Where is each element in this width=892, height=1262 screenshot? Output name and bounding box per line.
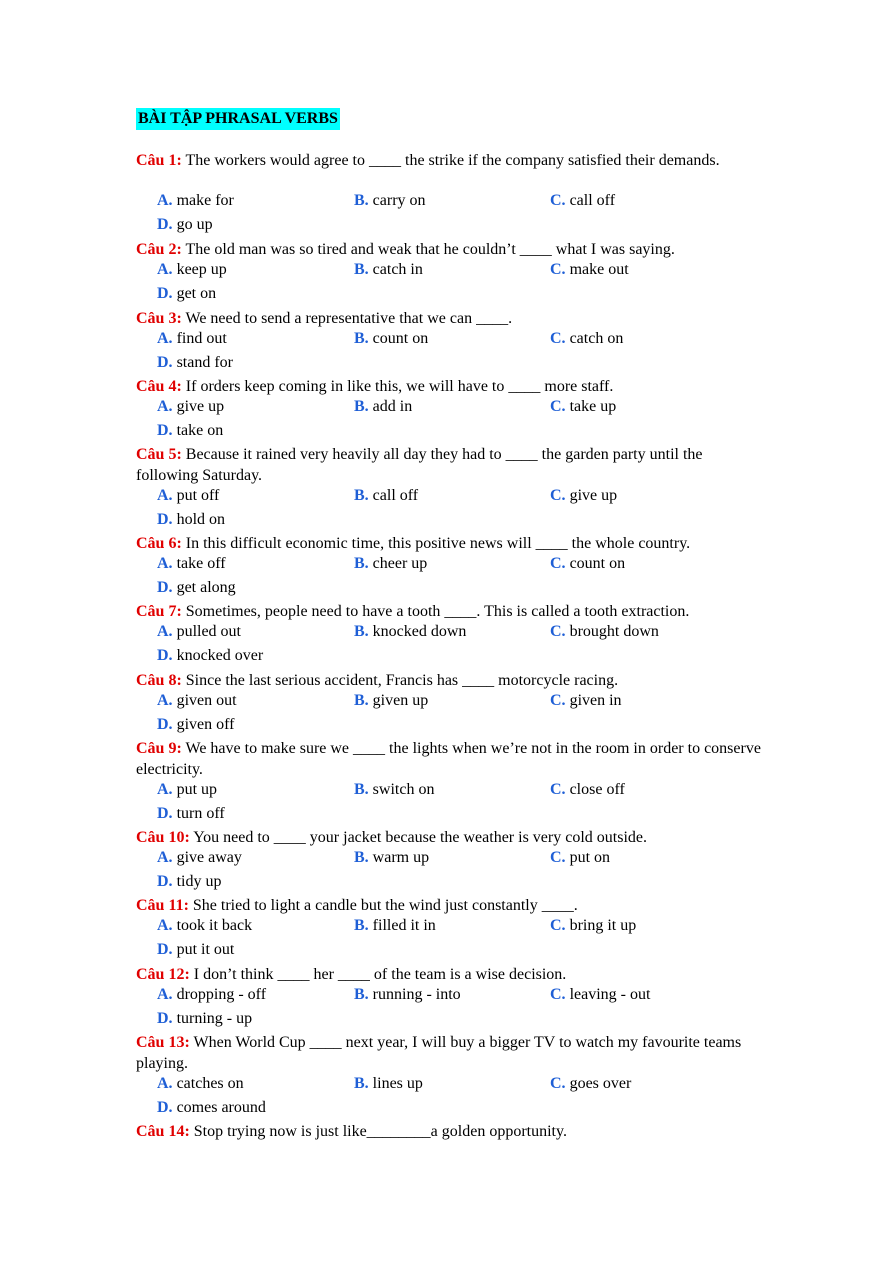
question-6 [136, 533, 766, 554]
question-text: You need to ____ your jacket because the weather is very cold outside. [193, 829, 647, 846]
option-c [550, 847, 610, 869]
question-13 [136, 1032, 766, 1074]
option-letter: C. [550, 398, 566, 415]
option-text: stand for [176, 354, 233, 371]
option-d [157, 214, 213, 236]
option-a [157, 190, 234, 212]
option-letter: B. [354, 330, 369, 347]
option-letter: C. [550, 986, 566, 1003]
option-text: put up [176, 781, 218, 798]
option-letter: B. [354, 781, 369, 798]
option-text: goes over [569, 1075, 632, 1092]
option-text: given up [372, 692, 429, 709]
option-text: find out [176, 330, 227, 347]
question-4 [136, 376, 766, 397]
option-text: running - into [372, 986, 461, 1003]
option-letter: B. [354, 192, 369, 209]
option-letter: C. [550, 781, 566, 798]
option-text: catches on [176, 1075, 244, 1092]
question-text: Since the last serious accident, Francis has ____ motorcycle racing. [185, 672, 619, 689]
option-text: bring it up [569, 917, 637, 934]
option-letter: A. [157, 555, 173, 572]
question-10 [136, 827, 766, 848]
option-letter: B. [354, 398, 369, 415]
option-text: warm up [372, 849, 430, 866]
option-d [157, 283, 216, 305]
options-row [157, 328, 757, 350]
question-label: Câu 11: [136, 897, 189, 914]
option-text: take off [176, 555, 226, 572]
option-letter: D. [157, 579, 173, 596]
option-letter: B. [354, 623, 369, 640]
option-b [354, 259, 423, 281]
options-row [157, 847, 757, 869]
option-text: catch in [372, 261, 423, 278]
option-letter: B. [354, 986, 369, 1003]
option-d [157, 714, 234, 736]
option-letter: B. [354, 1075, 369, 1092]
option-a [157, 553, 226, 575]
option-a [157, 915, 252, 937]
option-c [550, 553, 625, 575]
option-d [157, 645, 263, 667]
option-letter: C. [550, 192, 566, 209]
question-text: If orders keep coming in like this, we will have to ____ more staff. [185, 378, 614, 395]
option-text: count on [372, 330, 429, 347]
option-text: count on [569, 555, 626, 572]
question-label: Câu 13: [136, 1034, 190, 1051]
option-text: given out [176, 692, 237, 709]
options-row [157, 779, 757, 801]
question-text: She tried to light a candle but the wind just constantly ____. [192, 897, 578, 914]
option-text: hold on [176, 511, 226, 528]
option-a [157, 1073, 244, 1095]
option-text: call off [372, 487, 419, 504]
option-text: switch on [372, 781, 435, 798]
option-text: give up [569, 487, 618, 504]
option-text: make for [176, 192, 234, 209]
question-1 [136, 150, 766, 171]
option-text: leaving - out [569, 986, 651, 1003]
option-letter: A. [157, 623, 173, 640]
question-label: Câu 3: [136, 310, 182, 327]
option-text: comes around [176, 1099, 266, 1116]
question-text: The old man was so tired and weak that he couldn’t ____ what I was saying. [185, 241, 675, 258]
option-d [157, 803, 225, 825]
option-letter: D. [157, 941, 173, 958]
question-label: Câu 14: [136, 1123, 190, 1140]
option-text: close off [569, 781, 625, 798]
question-text: Stop trying now is just like________a golden opportunity. [193, 1123, 567, 1140]
question-8 [136, 670, 766, 691]
option-text: brought down [569, 623, 659, 640]
option-text: given off [176, 716, 235, 733]
option-c [550, 396, 616, 418]
options-row [157, 485, 757, 507]
option-letter: A. [157, 781, 173, 798]
option-d [157, 939, 234, 961]
option-a [157, 396, 224, 418]
option-letter: D. [157, 216, 173, 233]
option-letter: A. [157, 487, 173, 504]
option-text: lines up [372, 1075, 423, 1092]
question-12 [136, 964, 766, 985]
option-text: call off [569, 192, 616, 209]
option-text: catch on [569, 330, 624, 347]
option-b [354, 847, 429, 869]
option-a [157, 259, 227, 281]
option-letter: D. [157, 1099, 173, 1116]
option-text: put on [569, 849, 611, 866]
option-letter: D. [157, 873, 173, 890]
option-b [354, 1073, 423, 1095]
question-text: We need to send a representative that we can ____. [185, 310, 513, 327]
question-7 [136, 601, 766, 622]
option-text: pulled out [176, 623, 241, 640]
options-row [157, 621, 757, 643]
option-letter: D. [157, 422, 173, 439]
option-a [157, 690, 237, 712]
option-a [157, 485, 219, 507]
option-text: keep up [176, 261, 227, 278]
option-text: tidy up [176, 873, 222, 890]
option-b [354, 690, 428, 712]
option-a [157, 984, 266, 1006]
page-title: BÀI TẬP PHRASAL VERBS [136, 108, 340, 130]
option-letter: B. [354, 487, 369, 504]
option-letter: A. [157, 692, 173, 709]
option-text: go up [176, 216, 213, 233]
option-letter: C. [550, 917, 566, 934]
option-c [550, 259, 629, 281]
options-row [157, 1073, 757, 1095]
option-letter: D. [157, 805, 173, 822]
question-text: Because it rained very heavily all day they had to ____ the garden party until the following Saturday. [136, 446, 703, 484]
option-letter: B. [354, 261, 369, 278]
option-c [550, 779, 625, 801]
option-text: get along [176, 579, 236, 596]
question-text: Sometimes, people need to have a tooth ____. This is called a tooth extraction. [185, 603, 690, 620]
option-text: give away [176, 849, 242, 866]
option-b [354, 553, 427, 575]
option-b [354, 984, 461, 1006]
option-text: knocked down [372, 623, 467, 640]
question-label: Câu 4: [136, 378, 182, 395]
option-text: turn off [176, 805, 225, 822]
option-text: get on [176, 285, 217, 302]
option-c [550, 690, 622, 712]
option-letter: A. [157, 192, 173, 209]
option-letter: D. [157, 1010, 173, 1027]
question-2 [136, 239, 766, 260]
option-letter: C. [550, 623, 566, 640]
option-c [550, 1073, 631, 1095]
option-c [550, 190, 615, 212]
option-letter: A. [157, 849, 173, 866]
option-letter: C. [550, 261, 566, 278]
options-row [157, 984, 757, 1006]
option-letter: A. [157, 261, 173, 278]
option-text: put off [176, 487, 220, 504]
option-letter: C. [550, 692, 566, 709]
question-label: Câu 1: [136, 152, 182, 169]
option-letter: B. [354, 917, 369, 934]
option-text: take up [569, 398, 617, 415]
option-a [157, 779, 217, 801]
question-label: Câu 12: [136, 966, 190, 983]
option-letter: B. [354, 849, 369, 866]
option-letter: A. [157, 398, 173, 415]
option-text: filled it in [372, 917, 436, 934]
option-letter: A. [157, 1075, 173, 1092]
question-label: Câu 8: [136, 672, 182, 689]
options-row [157, 259, 757, 281]
question-label: Câu 7: [136, 603, 182, 620]
option-d [157, 1097, 266, 1119]
option-letter: C. [550, 849, 566, 866]
option-c [550, 328, 623, 350]
question-9 [136, 738, 766, 780]
option-text: cheer up [372, 555, 428, 572]
option-letter: D. [157, 716, 173, 733]
question-label: Câu 5: [136, 446, 182, 463]
option-letter: A. [157, 330, 173, 347]
option-letter: C. [550, 330, 566, 347]
option-b [354, 779, 434, 801]
option-text: give up [176, 398, 225, 415]
options-row [157, 190, 757, 212]
option-text: turning - up [176, 1010, 253, 1027]
option-a [157, 847, 242, 869]
option-d [157, 577, 236, 599]
option-text: put it out [176, 941, 235, 958]
question-text: In this difficult economic time, this positive news will ____ the whole country. [185, 535, 691, 552]
option-d [157, 509, 225, 531]
option-letter: D. [157, 647, 173, 664]
option-text: take on [176, 422, 224, 439]
option-c [550, 621, 659, 643]
option-letter: C. [550, 555, 566, 572]
option-d [157, 871, 221, 893]
option-d [157, 1008, 252, 1030]
question-5 [136, 444, 766, 486]
option-b [354, 621, 466, 643]
option-text: took it back [176, 917, 253, 934]
option-b [354, 485, 418, 507]
option-letter: B. [354, 555, 369, 572]
question-3 [136, 308, 766, 329]
option-b [354, 328, 428, 350]
question-text: I don’t think ____ her ____ of the team is a wise decision. [193, 966, 567, 983]
option-a [157, 328, 227, 350]
option-c [550, 915, 636, 937]
option-text: dropping - off [176, 986, 267, 1003]
question-label: Câu 2: [136, 241, 182, 258]
option-letter: A. [157, 986, 173, 1003]
option-a [157, 621, 241, 643]
options-row [157, 553, 757, 575]
option-letter: C. [550, 1075, 566, 1092]
option-b [354, 396, 412, 418]
options-row [157, 690, 757, 712]
question-text: The workers would agree to ____ the strike if the company satisfied their demands. [185, 152, 720, 169]
option-letter: D. [157, 285, 173, 302]
option-text: knocked over [176, 647, 264, 664]
option-text: carry on [372, 192, 426, 209]
option-letter: C. [550, 487, 566, 504]
option-c [550, 485, 617, 507]
option-b [354, 915, 436, 937]
option-text: add in [372, 398, 413, 415]
option-c [550, 984, 650, 1006]
options-row [157, 915, 757, 937]
question-label: Câu 9: [136, 740, 182, 757]
question-text: We have to make sure we ____ the lights when we’re not in the room in order to conserve electricity. [136, 740, 761, 778]
option-text: given in [569, 692, 622, 709]
option-letter: D. [157, 511, 173, 528]
option-text: make out [569, 261, 629, 278]
option-d [157, 352, 233, 374]
option-letter: B. [354, 692, 369, 709]
question-14 [136, 1121, 766, 1142]
option-letter: D. [157, 354, 173, 371]
option-letter: A. [157, 917, 173, 934]
question-11 [136, 895, 766, 916]
question-text: When World Cup ____ next year, I will buy a bigger TV to watch my favourite teams playing. [136, 1034, 742, 1072]
option-b [354, 190, 426, 212]
option-d [157, 420, 223, 442]
options-row [157, 396, 757, 418]
question-label: Câu 6: [136, 535, 182, 552]
question-label: Câu 10: [136, 829, 190, 846]
